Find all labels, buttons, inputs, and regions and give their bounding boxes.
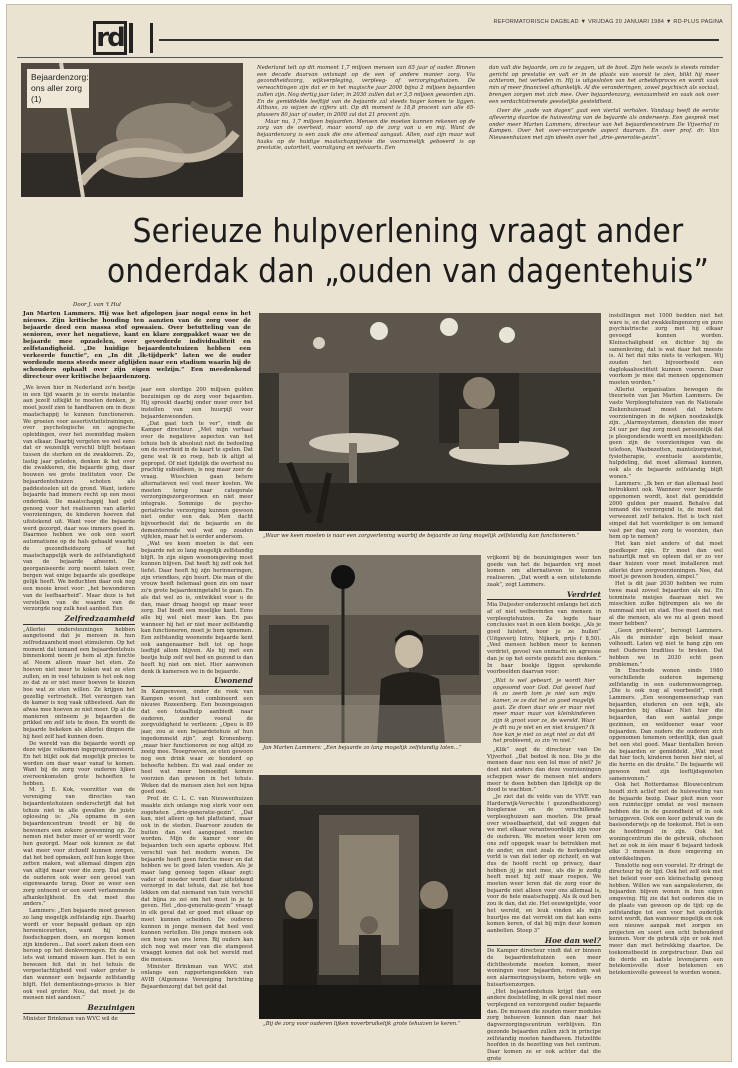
body-paragraph: Allerlei organisaties bewogen de theorieën van Jan Marten Lammers. De vaste Verpleegtehuizen van de Nationale Ziekenhuisraad moest dat betere voorzieningen in de wijken noodzakelijk zijn. „Alarmsystemen, diensten die meer 24 uur per dag zorg moet persoonlijk dat je pleegondiende wordt en moeilijkheden: geen zijn de voorzieningen van de telefoon, Wasbezetten, mantelzorgwinst, fysiotherapie, eventuele assistentie, hulpdeling, dat moet allemaal kunnen, ook als de bejaarde zelfstandig blijft wonen.” (609, 386, 723, 480)
body-paragraph: „Allerlei ondersteuningen hebben aangetoond dat je mensen in hun zelfredzaamheid moet stimuleren. Op het moment dat iemand een bejaardentehuis binnenkomt neem je hem al zijn functie af. Neem alleen maar het eten. Ze hoeven niet meer te koken wat ze eten zullen, en in veel tehuizen is het ook nog zo dat ze er niet meer hoeven te kiezen hoe wat ze eten willen. Ze krijgen het gezellig vertroetelt. Het verzorgen van de kamer is nog vaak uitbesteed. Aan de afwas mee hoeven ze niet meer. Op al die manieren ontneem je bejaarden de prikkel om zelf iets te doen. En wordt de bejaarde bekeken als allerlei dingen die hij heel zelf had kunnen doen. (23, 626, 135, 740)
subhead-hoe-dan-wel: Hoe dan wel? (487, 938, 601, 947)
intro-column-2 (489, 65, 719, 142)
body-paragraph: Minister Brinkman van WVC ziet onlangs een rapportengsnokken van AVIB (Algemene Vereniging Inrichting Bejaardenzorg) dat het geld dat (141, 963, 253, 990)
subhead-bezuinigen: Bezuinigen (23, 1005, 135, 1014)
intro-column-1 (257, 65, 475, 152)
masthead-rule (159, 39, 719, 41)
photo-3-caption: „Bij de zorg voor ouderen lijken noverbruikelijk grote tehuizen te keren.” (263, 1021, 461, 1027)
photo-2-caption: Jan Marten Lammers: „Een bejaarde zo lang mogelijk zelfstandig laten...” (263, 745, 462, 751)
body-paragraph: Ook het Rotterdamse Blouwcentrum houdt zich actief met de huisvesting van de bejaarde bezig. Daar pleit men voor een ruimtecijpr omdat ze veel mensen hebben die in de gezondheid of in ook teruggeven. Ook een keer gebruik van de basisonderwijs op de toekomst. Het is een de hoofdregel in zijn. Ook het woningcentrum die de gebruik, ofschoon het ze ook in één maar 6 bejaard tedoek elke 3 mensen in deze omgeving en ontwikkelingen. (609, 782, 723, 862)
portrait-image (259, 555, 481, 743)
subhead-verdriet: Verdriet (487, 592, 601, 601)
body-paragraph: „Dat gaat toch te ver”, vindt de Kamper directeur. „Met mijn verhaal over de negatieve aspecten van het tehuis heb ik absoluut niet de bedoeling om de overheid in de kaart te spelen. Dat gene wat ik zo roep, heb ik altijd al gepropst. Of niet tijdelijk die overheid nu prachtig subsidieen, is nog maar zoer de vraag. Wisschien gaan betere alternatieven wel veel meer kosten. We moeten terug naar categorale verzorgingszorgsvormen en niet meer integrale. Sommige de psycho-geriatrische verzorging kunnen gewoon niet onder een dak. Men dacht bijvoorbeeld dat de bejaarde en de dementerende wel wat op zouden vijfelen, maar het is eerder andersom. (141, 420, 253, 541)
body-paragraph: In Enschede wonen sinds 1980 verschillende ouderen ingemeng zelfstandig in een ouderenwoongroep. „Die is ook nog al voorbeeld”, vindt Lammers. „Een woongemeenschap van bejaarden, studeren en een wijk, als bejaarden bij elkaar. Niet hier die bejaarden, dan een aantal jonge gezinnen, en weldoener waar voor bejaarden. Dan ouders die ouderen zich opgenomen tenemen ordentlijk, dan gaat het een stel goed. Maar tientallen boven de bejaarden er gemiddeld. „Wat moet dat hier toch, kinderen horen hier niet, al die herrie en die drukte.” De bejaarde wil gewoon met zijn leeftijdsgenoten samenwonen.” (609, 668, 723, 782)
intro-paragraph: dan valt die bejaarde, om zo te zeggen, uit de boot. Zijn hele vezels is steeds minder gericht op prestatie en valt er in de plaats van vooruit te zien, blikt hij meer achterom, het verleden in. Hij is uitgesloten van het arbeidsproces en wordt vaak min of meer financieel afhankelijk. Al die veranderingen, zowel psychisch als sociaal, brengen zorgen met zich mee. Over bejaardenzorg, eenzaamheid en vaak ook over een verdachtstreende geestelijke gesteldheid. (489, 65, 719, 105)
body-paragraph: Tenslotte nog een voorstel. Er dringt de directeur bij de tijd. Ook het zelf ook met het beleid voor een kleinschalig genoeg hebben. Willen we van aanpalesteren, de bejaarden blijven wonen in hun eigen omgeving. Hij zie dat het ouderen die in de plaats van gewoon op de tijd; op de zelfstandige tot een voor het ouderlijk kerst wordt, dan wanneer mogelijk en ook een nieuwe aanpak met zorgen en projecten en soort een echt behoudend kunnen. Voor de gebruik zijn er ook niet meer dan met betrekking daartoe. De toekomstbeeld in zorgstructuur. Dan zal de derde en laatste levensjaren een betekenisvolle door betekenen en betekenisvolle geweest te worden wonen. (609, 862, 723, 976)
logo-text: rd (93, 21, 127, 55)
byline: Door J. van 't Hul (73, 302, 121, 308)
lead-paragraph: Jan Marten Lammers. Hij was het afgelopen jaar nogal eens in het nieuws. Zijn kritische houding ten aanzien van de zorg voor de bejaarde deed een massa stof opwaaien. Over betutteling van de senioren, over het negatieve, kant en klare zorgpakket waar we de bejaarde mee opzadelen, over gevorderde individualiteit en zelfstandigheid. „De huidige bejaardentehuizen hebben een verkeerde functie”, en „In dit ,lk-tijdperk” laten we de ouder wordende mens steeds meer afglijden naar een stadium waarin hij de schouders ophaalt over zijn eigen welzijn.” Een meedenkend directeur over kritische bejaardenzorg. (23, 311, 251, 380)
body-column-3 (487, 555, 601, 1061)
body-paragraph: M. J. E. Kok, voorzitter van de vereniging van directies van bejaardentehuizen onderschrijft dat het tehuis niet in alle gevallen de juiste oplossing is: „Na opname in een bejaardencentrum treedt er bij de bewoners een zekere gewenning op. Ze nemen niet beter meer of er wordt voor hen gezorgd. Maar ook kunnen ze dat wat meer voor zichzelf kunnen zorgen, dat het bed opmaken, zelf hun kopje thee zetten maken, wat allemaal dingen zijn van altijd maar voor die zorg. Dat geeft de ouderen ook weer een gevoel van eigenwaarde terug. Door ze weer een zorg ontnemt er een soort verlammende afhankelijkheid. En dat moet dus anders.” (23, 787, 135, 908)
body-column-1 (23, 385, 135, 1061)
body-paragraph: „Geen probleem”, beroogt Lammers. „Als de minister zijn beleid maar volhoudt. Laten wij niet te hang zijn om met Ouderen tradities te breken. Dat hebben we in 2030 echt geen problemen.” (609, 628, 723, 668)
body-paragraph: „We leven hier in Nederland zo'n beetje in een tijd waarin je in eerste instantie aan jezelf uitkijkt te moeten denken, je moet jezelf zien te handhaven om in deze maatschappij te kunnen functioneren. We groeien voor assertiviteitstrainingen, over psychologische en agogische opleidingen, over het zeemiddag maken van elkaar. Daarbij vergeten we wel eens dat er wezenlijk verschil blijft bestaan tussen de sterken en de zwakkeren. Zo, lastig jaar geleden, denken ik het over die zwakkeren, die bejaarde ging, daar bouwen we grote instituten voor. De bejaardentehuizen schoten als paddestoelen uit de grond. Want, iedere bejaarde had immers recht op een mooi onderdak. De maatschappij had geld genoeg voor het realiseren van allerlei voorzieningen, de kinderen hoeven dat uitstekend uit. Want voor die bejaarde werd gezorgd, daar was immers goed in. Daarmee hebben we ook een soort automatisme op de hals gehaald waarbij de gezondheidszorg of het maatschappelijk werk de zelfstandigheid van de bejaarde afneemt. De georganiseerde zorg neemt taken over, bergen wat enige bejaarde als goedkope gelijk heeft. We beduchten daar ook nog een mooie kreet voor: „het bewonderen van de leefbaarheid”. Maar deze is het verstellen van de waarde van de verzorgde nog zulk heel aanbod. Een (23, 385, 135, 613)
body-paragraph: vrijkomt bij de bezuinigingen weer ten goede van het de bejaarden vrij moet komen om alternatieven te kunnen realiseren. „Dat wordt a een uitstekende zaak”, zegt Lammers. (487, 555, 601, 588)
photo-corridor (259, 775, 481, 1019)
body-paragraph: Lammers: „Een bejaarde moet gewoon zo lang mogelijk zelfstandig zijn. Daarbij wordt er voor bepaald gedaan op zijn hereeniceurtien, want hij moet foodschappen doen, en morgen komen zijn kinderen... Dat soort zaken doen een beroep op het denkvermogen. En dat is iets wat iemand missen kan. Het is een bewezen feit dat in het tehuis de vergeetachtigheid veel vaker groter is dan wanneer een bejaarde zelfstandig blijft. Het dementiezings-proces is hier ook veel groter. Nou, dat moet je de mensen niet aandoen.” (23, 908, 135, 1002)
newspaper-page (6, 4, 732, 1062)
rd-logo (93, 19, 155, 57)
body-paragraph: „Wat we keen moeten is dat een bejaarde net zo lang mogelijk zelfstandig blijft. In zijn eigen woonomgeving moet kunnen blijven. Dat heeft hij zelf ook het liefst. Daar heeft hij zijn herinneringen, zijn vriendkes, zijn buurt. Die man of die vrouw heeft helemaal geen zin om naar zo'n grote bejaardeningetafel te gaan. En als dat wel zo is, ontwikkel voor u de dan, maar draag hoogst op maar weer zorg. Dat biedt een moelijke kant. Eens alle bij wel niet meer kan. En pas wanneer hij het er niet meer zelfstandig kan functioneren, moet je hem opnemen. Een zelfstandig woonende bejaarde kent ook aangenaamer belt tot op hoge leeftijd allom blijven. Als hij met een beetje hulp zelf wel bed en gezond is dan heeft hij niet om niet. Hier aanwonen denk ik kamersen we in de bejaarde. (141, 541, 253, 675)
body-paragraph: De Kamper directeur vindt dat er binnen de bejaardentehuizen een meer dichtbestemde moeten komen, meer woningen voor bejaarden, rondom wat een alarmeringssysteem, betere wijk- en huisartsenzorgen. (487, 948, 601, 988)
header-divider (17, 57, 723, 58)
intro-paragraph: Over die „oude van dagen” gaat een viertal verhalen. Vandaag heeft de eerste aflevering daartoe de huisvesting van de bejaarde als onderwerp. Een gesprek met onder meer Marten Lammers, directeur van het bejaardencentrum De Vijverhof in Kampen. Over het over-verzorgende aspect daarvan. En over prof. dr. Van Nieuwenhuizen met zijn ideeën over het „drie-generatie-gezin”. (489, 108, 719, 142)
body-paragraph: De wereld van die bejaarde wordt op deze wijze volkomen ingeprogrammeerd. En het blijkt ook dat mogelijk precies te worden om daar waar vanaf te komen. Want bij de zorg voor ouderen lijken overeenkomsten grote behoeften te hebben. (23, 740, 135, 787)
logo-mark (129, 23, 153, 53)
body-column-4 (609, 313, 723, 1061)
photo-1-caption: „Waar we keen moeten is naar een zorgverlening waarbij de bejaarde zo lang mogelijk zelfstandig kan functioneren.” (263, 533, 580, 539)
body-paragraph: Het is dit jaar 2030 hebben we ruim twee maal zoveel bejaarden als nu. En tenminste meisjes daaraan niet we misschien zulke bijtrempen als we de nummaal niet en stad. Hoe moet dat met al die mensen, als we nu al geen moed meer hebben? (609, 581, 723, 628)
body-paragraph: In Kampenveen, onder de rook van Kampen woont het combineerd een nieuwe Rozeenberg. Een bozengezagen dat een totaalhulp aanbiedt naar ouderen, zonder vooral de zorgvuldigheid te verliezen: „Opeu is 89 jaar, zou ai een bejaardetehuis af hun ingedommeld zijn”, zegt Kronenberg. „maar hier functioneren ze nog altijd zo zeeig mee. Teoegroeven, ze eten gewoon nog een drink waar ze honderd op behoefte hebben. En wat zaal onder ze heel wat meer bemoedigt komen voorzien dan gewoon in het tehuis. Weken dat de mensen zien het een bijna goed oud. (141, 688, 253, 796)
body-paragraph: „Je ziet dat de velde van de VIVE van Harderwijk-Verwchte ( gezondheidszorg) hooglerase en de verschillende verpleeghuizen aan moeten. Die praat over wisselbaarheid, dat wil zeggen dat we met elkaar verantwoordelijk zijn voor de ouderen. We moeten weer leren om ons zelf opgegek waar te betrekken met de ander, en niet zoals de herkenbeige vorld is van dat ieder op zichzelf, en wat dus de hoofd recht op privacy, daar hebben jij je niet mee, als die je zodig heeft moet hij zelf maar roepen. We moeten weer leren dat de zorg voor de bejaarde niet alleen voor ons allemaal is, voor de hele maatschappij. Als ik oud ben zou ik dan, dat zie. Het eeuwigetijde, voor het wereld, en leuk vinden als mijn buurtjes me dat verrekt om dat kan eens komen keren, of dat bij mijn deur komen aanbellen. Stoep 3” (487, 793, 601, 934)
photo-lammers (259, 555, 481, 743)
series-photo (21, 63, 243, 197)
intro-paragraph: Maar nu, 1,7 miljoen bejaarden. Mensen die moeten kunnen rekenen op de zorg van de overheid, maar vooral op de zorg van u en mij. Want de bejaardenzorg is een zaak die ons allemaal aangaat. Allen, oud zijn maar wat haaks op de huidige maatschappijvisie die voornamelijk geboeerd is op prestatie, autoriteit, vooruitgang en welvaarts. Een (257, 118, 475, 152)
series-label: Bejaardenzorg: ons aller zorg (1) (27, 69, 89, 108)
subhead-uwonend: Uwonend (141, 678, 253, 687)
corridor-image (259, 775, 481, 1019)
body-paragraph: jaar een slordige 200 miljoen gulden bezuinigen op de zorg voor bejaarden. Hij spreekt daarbij onder meer over het instellen van een huurpijl voor bejaardenwoonden. (141, 387, 253, 420)
body-column-2 (141, 387, 253, 1061)
body-paragraph: Lammers: „Ik ben er dan allemaal heel betrokkent ook. Wanneer voor bejaarde opgenomen wordt, kost dat gemiddeld 2000 gulden per maand. Behalve dat iemand die verzorgend is, de moet dat verwezent zelf betalen. Het is toch niet simpel dat het voordeliger is om iemand vast per dag van zorg te voorzien, dan hem op te nemen? (609, 480, 723, 541)
body-paragraph: Minister Brinkman van WVC wil de (23, 1015, 118, 1022)
body-paragraph: „Klik” zegt de directeur van De Vijverhof. „Dat bedoel ik nou. Die je die mensen daar nou een lol mee of niet? Je doet niet anders dan deze voorzieningen scheppen waar de mensen niet anders meer te doen hebben dan lijdelijk op de dood te wachten.” (487, 746, 601, 794)
quote-paragraph: „Wat is wel gebeurt, je wordt hier opgesomd voor God. Dat gevoel had ik zo zeerb tom je niet van mijn kamer, ze ze dat het zo goed mogelijk gaat. Ze doen daar wie er maar niet meer maar maar van kleinkinderen zijn ik groot voor ze, de wereld. Waar je dit nu je niet en en niet kruigen? Ik hoe kan je niet zo zegt niet zo dat dit het probleemt, zo zin 'm niet.” (493, 677, 595, 745)
dining-room-image (259, 313, 601, 531)
body-paragraph: instellingen met 1000 bedden niet het ware is, en dat zwakkelingenzorg en pure psychiatrische zorg met hij elkaar gevoegd kunnen worden. Kleinschaligheid en dichter bij de samenleving, dat is wat daar het meeste is. Al het dat niks niets te verkopen. Wij zouden het bijvoorbeeld een daglokaalsociëteit kunnen voeren. Daar voorkom je mee dat mensen opgenomen moeten worden.” (609, 313, 723, 387)
dateline: REFORMATORISCH DAGBLAD ▼ VRIJDAG 20 JANUARI 1984 ▼ RD-PLUS PAGINA (493, 19, 723, 25)
body-paragraph: „Het bejaardentehuis krijgt dan een andere doelstelling, in elk geval niet meer verplegend en verzorgend ouder bejaarde dan. De mensen die zouden meer modules zorg behoeven kunnen dan naar het dagverzorgingscentrum verblijven. Ein gezonde bejaarden zullen zich in principe zelfstandig moeten handhaven. Hetzelfde hoofden in de bezetting van het centrum. Daar komen ze er ook achter dat die grote (487, 988, 601, 1061)
intro-paragraph: Nederland telt op dit moment 1,7 miljoen mensen van 65 jaar of ouder. Binnen een decade daarvan ontsnapt op de een of andere manier zorg. Via gezondheidszorg, wijkverpleging, verpleeg- of verzorgingshuizen. De verwachtingen zijn dat er in het magische jaar 2000 bijna 2 miljoen bejaarden zullen zijn. Nog dertig jaar later, in 2030 zullen dat er 3,5 miljoen geworden zijn. En de gemiddelde leeftijd van de bejaarde zal steeds hoger komen te liggen. Althans, zo wijzen de cijfers uit. Op dit moment is 18,8 procent van alle 65-plussers 80 jaar of ouder, in 2000 zal dat 21 procent zijn. (257, 65, 475, 118)
body-paragraph: Mia Duijester onderzocht onlangs het zich af of niet welbevinden van mensen in verpleegtehuizen. Ze legde haar conclusies vast in een klein boekje. „Als je goed luistert, hoor je ze huilen” (Uitgeverij Intro, Nijkerk, prijs f 8,50). „Veel mensen hebben meer te kennen verdriet, gevoel van onmacht en agressie dan je op het eerste gezicht zou denken.” In haar boekje liggen sprekende voorbeelden daarvan voor: (487, 602, 601, 676)
subhead-zelfredzaamheid: Zelfredzaamheid (23, 616, 135, 625)
photo-dining-room (259, 313, 601, 531)
body-paragraph: Prof. dr. C. L. C. van Nieuwenhuizen maakte zich onlangs nog sterk voor een zogeheten „drie-generatie-gezin”. „Dat kan, niet alleen op het platteland, maar ook in de steden. Daarvoor zouden de buiten dan wel aangepast moeten worden. Mijn de kamer voor de bejaarden toch een aparte opbouw. Het verschil van het modern wonen. De bejaarde heeft geen functie meer en dat hebben we te goed laten voeden. Als je maar lang genoeg tegen elkaar zegt: vader of moeder wordt daar uitstekend verzorgd in dat tehuis, dat zie het hoe lekken om dat niemand van tuin verschil dat bijna zo zei om het moet in je te geven. Het „doo-generatie-gezin” vraagt in elk geval dat er goed met elkaar op moet kunnen scheiden. De ouderen kunnen in jonge mensen dat heel veel kunnen vertellen. Die jonge mensen ook een hoop van ons leren. Bij ouders kan zich nog wat meer van die stamgeest vraaggt komen dat ook het wereld met die mensen. (141, 796, 253, 964)
headline: Serieuze hulpverlening vraagt ander onderdak dan „ouden van dagentehuis” (106, 211, 710, 290)
body-paragraph: Het kan niet anders of dat moet goedkoper zijn. Er moet dan wel natuurlijk met en opleen dat er zo ver daar huizen voor moet installeren met allerlei dure zorgvoorzieningen. Nee, dat moet je gewoon houden, simpel.” (609, 540, 723, 581)
